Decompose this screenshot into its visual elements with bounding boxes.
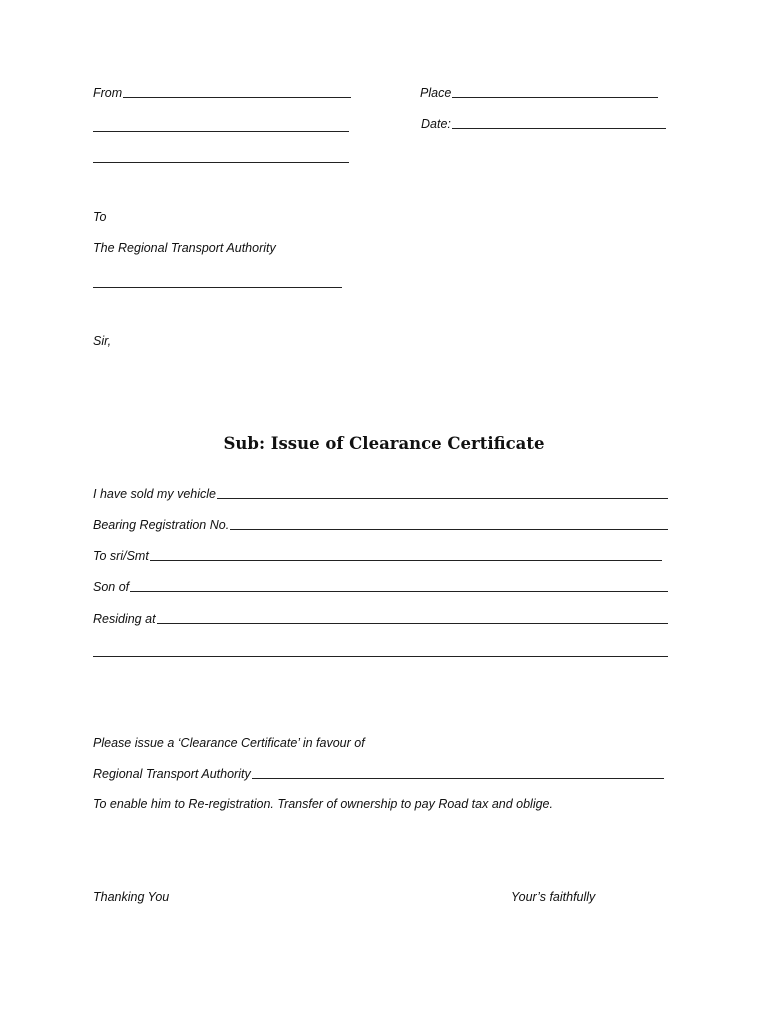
authority-address-line[interactable] xyxy=(93,287,342,288)
date-label: Date: xyxy=(421,117,451,131)
place-label: Place xyxy=(420,86,452,100)
from-field[interactable] xyxy=(93,86,351,100)
buyer-name-field[interactable] xyxy=(93,549,662,563)
residing-at-label: Residing at xyxy=(93,612,156,626)
registration-no-blank[interactable] xyxy=(230,529,668,530)
rta-blank[interactable] xyxy=(252,778,664,779)
from-address-line-2[interactable] xyxy=(93,162,349,163)
request-line-3: To enable him to Re-registration. Transfer of ownership to pay Road tax and oblige. xyxy=(93,797,553,811)
residing-at-blank[interactable] xyxy=(157,623,668,624)
son-of-label: Son of xyxy=(93,580,130,594)
yours-faithfully: Your’s faithfully xyxy=(511,890,596,904)
vehicle-sold-label: I have sold my vehicle xyxy=(93,487,216,501)
to-label: To xyxy=(93,210,107,224)
rta-label: Regional Transport Authority xyxy=(93,767,251,781)
date-blank[interactable] xyxy=(452,128,666,129)
son-of-blank[interactable] xyxy=(130,591,668,592)
date-field[interactable] xyxy=(421,117,666,131)
registration-no-label: Bearing Registration No. xyxy=(93,518,230,532)
request-line-1: Please issue a ‘Clearance Certificate’ in favour of xyxy=(93,736,365,750)
registration-no-field[interactable] xyxy=(93,518,668,532)
buyer-name-blank[interactable] xyxy=(150,560,662,561)
place-field[interactable] xyxy=(420,86,658,100)
residing-at-continuation-line[interactable] xyxy=(93,656,668,657)
vehicle-sold-field[interactable] xyxy=(93,487,668,501)
salutation: Sir, xyxy=(93,334,112,348)
rta-field[interactable] xyxy=(93,767,664,781)
from-address-line-1[interactable] xyxy=(93,131,349,132)
from-label: From xyxy=(93,86,123,100)
residing-at-field[interactable] xyxy=(93,612,668,626)
thanking-you: Thanking You xyxy=(93,890,170,904)
from-blank[interactable] xyxy=(123,97,351,98)
place-blank[interactable] xyxy=(452,97,658,98)
son-of-field[interactable] xyxy=(93,580,668,594)
vehicle-sold-blank[interactable] xyxy=(217,498,668,499)
buyer-name-label: To sri/Smt xyxy=(93,549,149,563)
subject-heading: Sub: Issue of Clearance Certificate xyxy=(223,434,545,453)
authority-name: The Regional Transport Authority xyxy=(93,241,276,255)
